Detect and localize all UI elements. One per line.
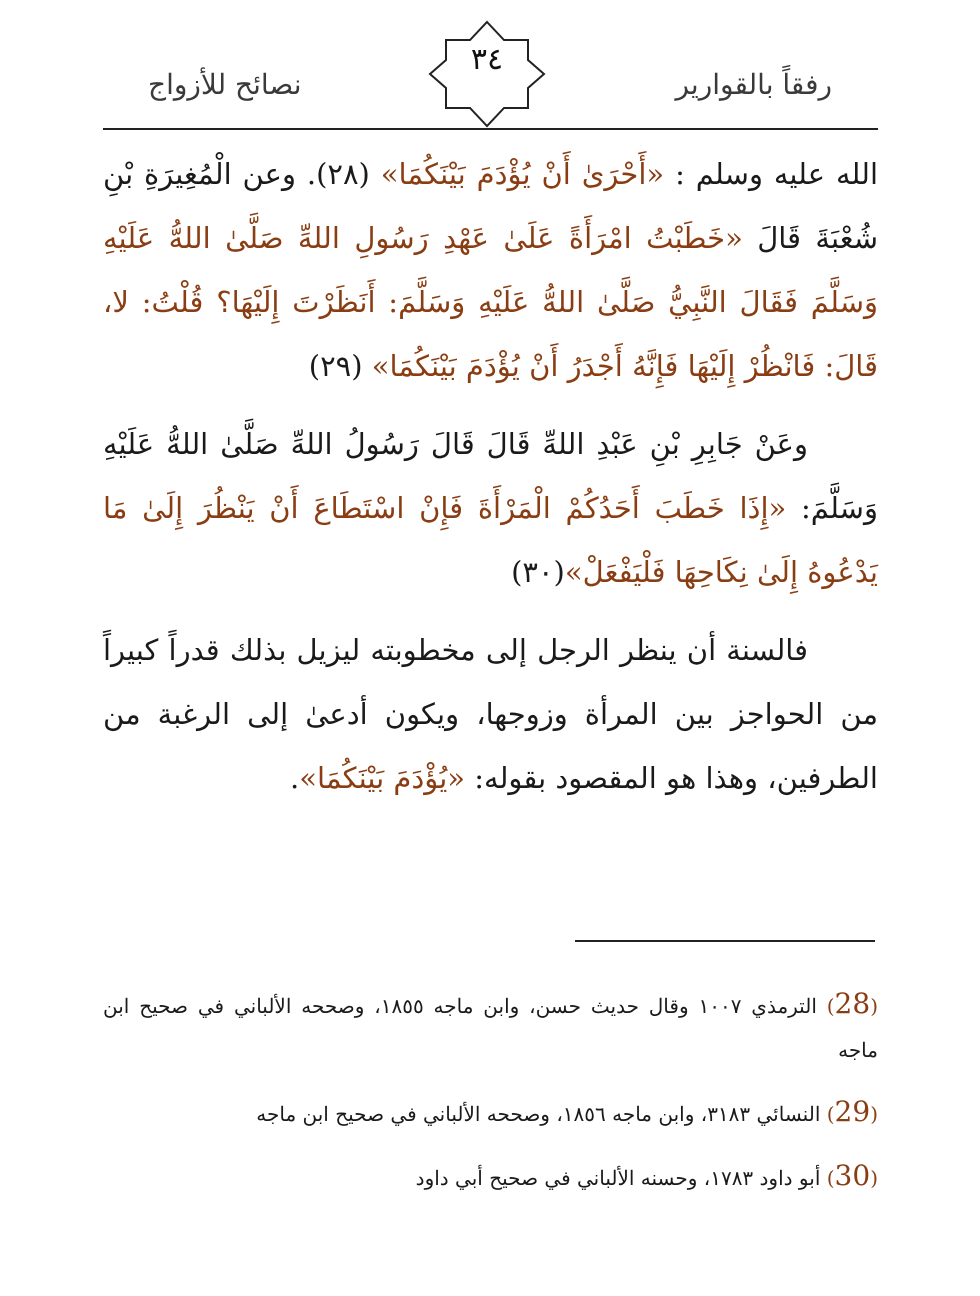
page-number: ٣٤ [470, 42, 504, 77]
footnotes [103, 982, 878, 1218]
footnote-number: 29 [834, 1095, 871, 1128]
footnote-number: 28 [834, 987, 871, 1020]
footnote-text: أبو داود ١٧٨٣، وحسنه الألباني في صحيح أبي داود [415, 1166, 821, 1190]
hadith-quote: «إِذَا خَطَبَ أَحَدُكُمْ الْمَرْأَةَ فَإِنْ اسْتَطَاعَ أَنْ يَنْظُرَ إِلَىٰ مَا يَدْعُوهُ إِلَىٰ نِكَاحِهَا فَلْيَفْعَلْ» [103, 491, 878, 589]
footnote-item [103, 1154, 878, 1200]
footnote-number: 30 [834, 1159, 871, 1192]
paragraph-2 [103, 412, 878, 604]
footnote-paren: ) [826, 1166, 835, 1190]
paragraph-3 [103, 618, 878, 810]
page-header [0, 0, 980, 140]
hadith-quote: «خَطَبْتُ امْرَأَةً عَلَىٰ عَهْدِ رَسُولِ اللهِّ صَلَّىٰ اللهُّ عَلَيْهِ وَسَلَّمَ فَقَالَ النَّبِيُّ صَلَّىٰ اللهُّ عَلَيْهِ وَسَلَّمَ: أَنَظَرْتَ إِلَيْهَا؟ قُلْتُ: لا، قَالَ: فَانْظُرْ إِلَيْهَا فَإِنَّهُ أَجْدَرُ أَنْ يُؤْدَمَ بَيْنَكُمَا» [103, 221, 878, 383]
hadith-quote: «أَحْرَىٰ أَنْ يُؤْدَمَ بَيْنَكُمَا» [380, 157, 665, 191]
footnote-divider [575, 940, 875, 942]
text: الله عليه وسلم : [664, 157, 879, 191]
footnote-paren: ) [826, 1102, 835, 1126]
footnote-paren: ) [826, 994, 835, 1018]
footnote-paren: ( [870, 1166, 878, 1190]
text: فالسنة أن ينظر الرجل إلى مخطوبته ليزيل بذلك قدراً كبيراً من الحواجز بين المرأة وزوجها، ويكون أدعىٰ إلى الرغبة من الطرفين، وهذا هو المقصود بقوله: [103, 633, 878, 795]
footnote-text: النسائي ٣١٨٣، وابن ماجه ١٨٥٦، وصححه الألباني في صحيح ابن ماجه [256, 1102, 821, 1126]
paragraph-1 [103, 142, 878, 398]
hadith-quote: «يُؤْدَمَ بَيْنَكُمَا» [299, 761, 466, 795]
text: (٢٨). وعن الْمُغِيرَةِ بْنِ شُعْبَةَ قَالَ [103, 157, 879, 255]
footnote-ref: (٣٠) [511, 555, 565, 589]
header-divider [103, 128, 878, 130]
chapter-title: نصائح للأزواج [148, 68, 302, 101]
text: وعَنْ جَابِرِ بْنِ عَبْدِ اللهِّ قَالَ قَالَ رَسُولُ اللهِّ صَلَّىٰ اللهُّ عَلَيْهِ وَسَلَّمَ: [103, 427, 878, 525]
text: . [290, 761, 300, 795]
footnote-ref: (٢٩) [308, 349, 372, 383]
main-text [103, 142, 878, 810]
footnote-text: الترمذي ١٠٠٧ وقال حديث حسن، وابن ماجه ١٨٥٥، وصححه الألباني في صحيح ابن ماجه [103, 994, 878, 1062]
footnote-paren: ( [870, 994, 878, 1018]
book-title: رفقاً بالقوارير [675, 68, 832, 101]
footnote-paren: ( [870, 1102, 878, 1126]
footnote-item [103, 982, 878, 1072]
footnote-item [103, 1090, 878, 1136]
